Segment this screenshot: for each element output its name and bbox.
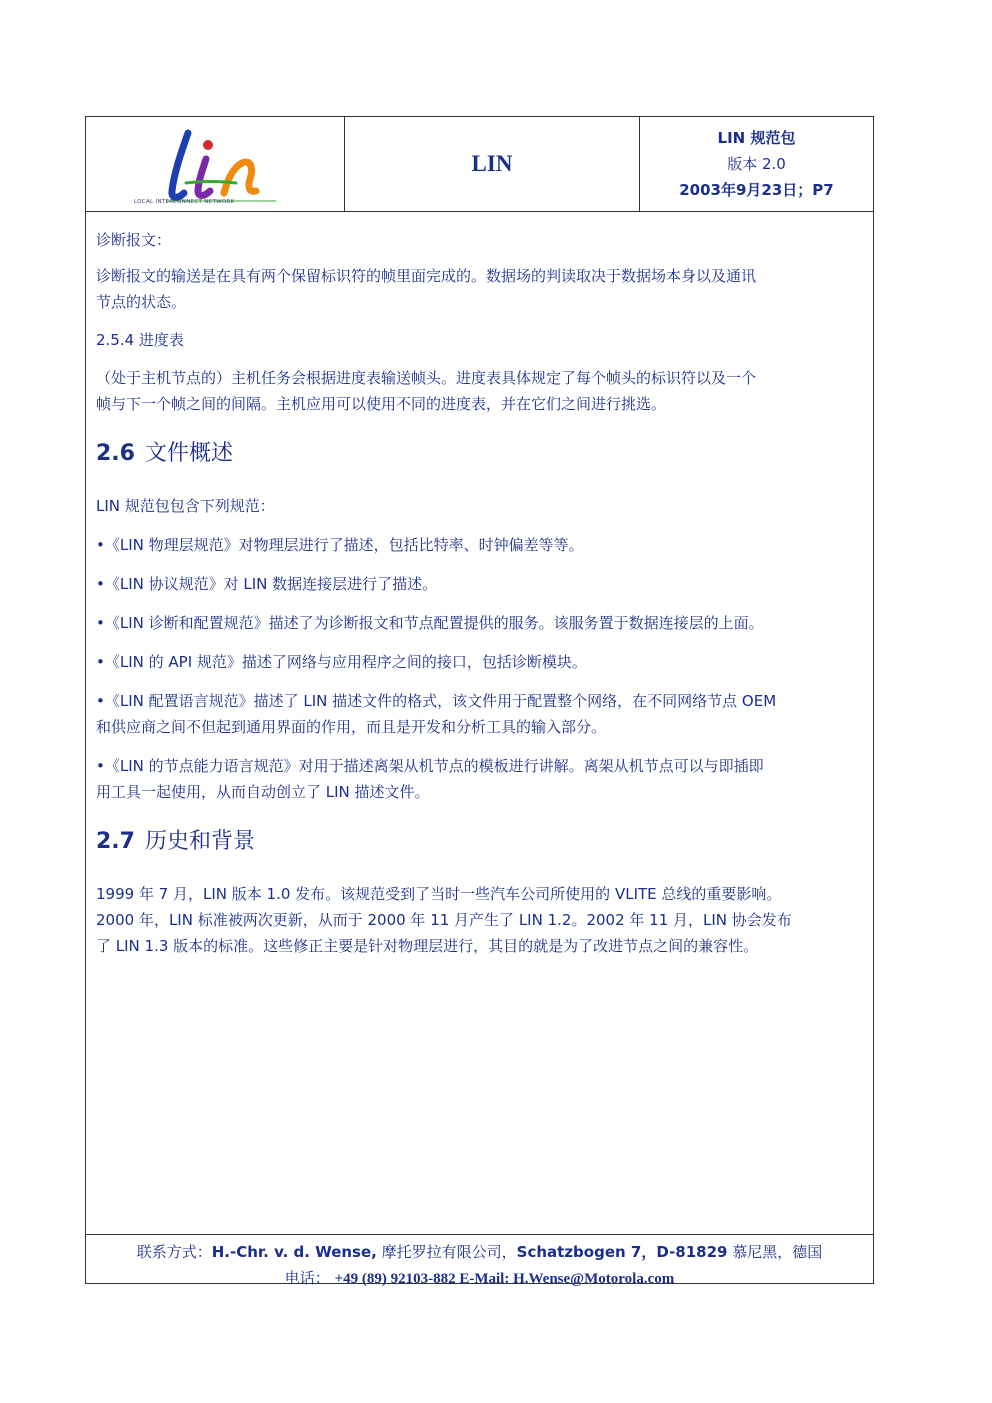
doc-title: LIN xyxy=(471,151,513,176)
logo-caption: LOCAL INTERCONNECT NETWORK xyxy=(134,199,235,205)
section-2-7-heading xyxy=(96,827,255,857)
schedule-body-line2: 帧与下一个帧之间的间隔。主机应用可以使用不同的进度表，并在它们之间进行挑选。 xyxy=(96,395,667,413)
page-header xyxy=(86,117,873,212)
list-item: •《LIN 诊断和配置规范》描述了为诊断报文和节点配置提供的服务。该服务置于数据连接层的上面。 xyxy=(96,614,764,632)
list-item: •《LIN 协议规范》对 LIN 数据连接层进行了描述。 xyxy=(96,575,438,593)
history-line2: 2000 年，LIN 标准被两次更新，从而于 2000 年 11 月产生了 LIN 1.2。2002 年 11 月，LIN 协会发布 xyxy=(96,911,792,929)
overview-intro: LIN 规范包包含下列规范： xyxy=(96,497,275,515)
phone-email: +49 (89) 92103-882 E-Mail: H.Wense@Motorola.com xyxy=(334,1271,675,1287)
list-item-cont: 用工具一起使用，从而自动创立了 LIN 描述文件。 xyxy=(96,783,430,801)
diag-body-line2: 节点的状态。 xyxy=(96,293,187,311)
contact-line xyxy=(86,1241,873,1262)
list-item: •《LIN 配置语言规范》描述了 LIN 描述文件的格式，该文件用于配置整个网络，在不同网络节点 OEM xyxy=(96,692,777,710)
title-cell xyxy=(345,117,640,211)
contact-label: 联系方式： xyxy=(136,1243,212,1261)
logo-cell xyxy=(86,117,345,211)
section-2-5-4-heading: 2.5.4 进度表 xyxy=(96,331,184,349)
section-title: 历史和背景 xyxy=(144,829,255,854)
page-footer xyxy=(86,1234,873,1285)
history-line1: 1999 年 7 月，LIN 版本 1.0 发布。该规范受到了当时一些汽车公司所使用的 VLITE 总线的重要影响。 xyxy=(96,885,782,903)
page-frame xyxy=(85,116,874,1287)
phone-line xyxy=(86,1267,873,1288)
city: 慕尼黑，德国 xyxy=(732,1243,823,1261)
section-number: 2.6 xyxy=(96,441,135,466)
section-title: 文件概述 xyxy=(144,441,233,466)
package-name: LIN 规范包 xyxy=(717,129,796,147)
address: Schatzbogen 7，D-81829 xyxy=(516,1243,728,1261)
lin-logo xyxy=(126,123,306,207)
list-item-cont: 和供应商之间不但起到通用界面的作用，而且是开发和分析工具的输入部分。 xyxy=(96,718,607,736)
list-item: •《LIN 物理层规范》对物理层进行了描述，包括比特率、时钟偏差等等。 xyxy=(96,536,584,554)
version-label: 版本 2.0 xyxy=(727,155,786,173)
diag-label: 诊断报文： xyxy=(96,231,172,249)
meta-cell xyxy=(640,117,873,211)
history-line3: 了 LIN 1.3 版本的标准。这些修正主要是针对物理层进行，其目的就是为了改进节点之间的兼容性。 xyxy=(96,937,759,955)
list-item: •《LIN 的节点能力语言规范》对用于描述离架从机节点的模板进行讲解。离架从机节点可以与即插即 xyxy=(96,757,764,775)
contact-name: H.-Chr. v. d. Wense, xyxy=(211,1243,377,1261)
section-2-6-heading xyxy=(96,439,233,469)
company-name: 摩托罗拉有限公司， xyxy=(381,1243,517,1261)
section-number: 2.7 xyxy=(96,829,135,854)
schedule-body-line1: （处于主机节点的）主机任务会根据进度表输送帧头。进度表具体规定了每个帧头的标识符以及一个 xyxy=(96,369,757,387)
phone-label: 电话： xyxy=(284,1269,330,1287)
date-page: 2003年9月23日；P7 xyxy=(679,181,834,199)
list-item: •《LIN 的 API 规范》描述了网络与应用程序之间的接口，包括诊断模块。 xyxy=(96,653,587,671)
diag-body-line1: 诊断报文的输送是在具有两个保留标识符的帧里面完成的。数据场的判读取决于数据场本身以及通讯 xyxy=(96,267,757,285)
